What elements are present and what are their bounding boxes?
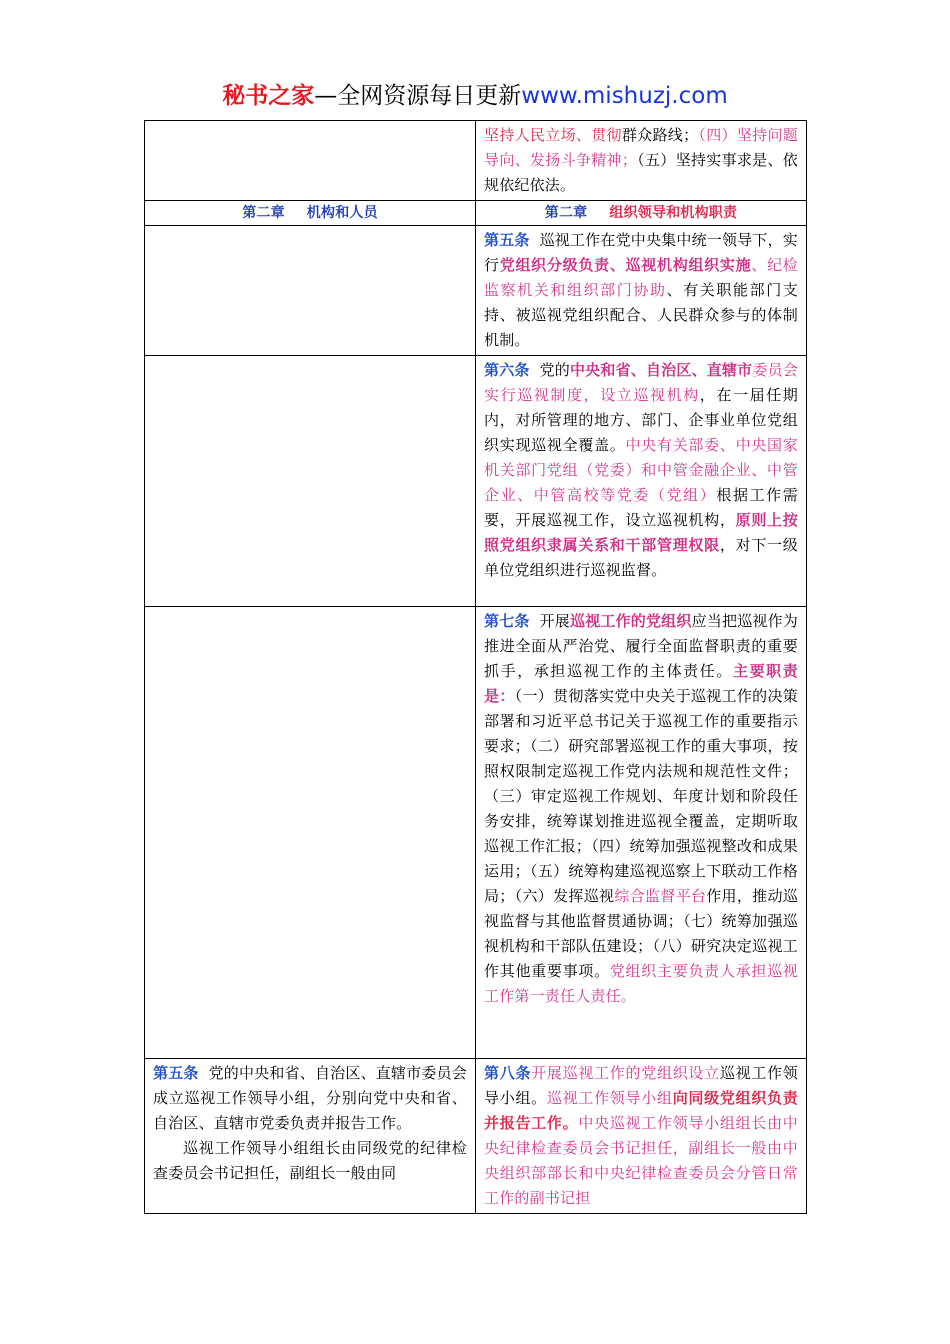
table-row: [145, 226, 807, 356]
article-number: 第六条: [484, 361, 530, 379]
header-tagline: 全网资源每日更新: [337, 83, 522, 109]
new-chapter-heading: 第二章 组织领导和机构职责: [476, 201, 807, 226]
page-header: [0, 80, 950, 112]
article-7-new: 第七条 开展巡视工作的党组织应当把巡视作为推进全面从严治党、履行全面监督职责的重要抓手，承担巡视工作的主体责任。主要职责是：（一）贯彻落实党中央关于巡视工作的决策部署和习近平总书记关于巡视工作的重要指示要求；（二）研究部署巡视工作的重大事项，按照权限制定巡视工作党内法规和规范性文件；（三）审定巡视工作规划、年度计划和阶段任务安排，统筹谋划推进巡视全覆盖，定期听取巡视工作汇报；（四）统筹加强巡视整改和成果运用；（五）统筹构建巡视巡察上下联动工作格局；（六）发挥巡视综合监督平台作用，推动巡视监督与其他监督贯通协调；（七）统筹加强巡视机构和干部队伍建设；（八）研究决定巡视工作其他重要事项。党组织主要负责人承担巡视工作第一责任人责任。: [476, 607, 807, 1059]
paragraph: 巡视工作领导小组组长由同级党的纪律检查委员会书记担任，副组长一般由同: [153, 1139, 467, 1182]
pink-text: （四）坚持问题导向、发扬斗争精神；: [484, 126, 798, 169]
old-text-cell: [145, 226, 476, 356]
article-number: 第七条: [484, 612, 530, 630]
article-6-new: 第六条 党的中央和省、自治区、直辖市委员会实行巡视制度，设立巡视机构，在一届任期内，对所管理的地方、部门、企事业单位党组织实现巡视全覆盖。中央有关部委、中央国家机关部门党组（党委）和中管金融企业、中管企业、中管高校等党委（党组）根据工作需要，开展巡视工作，设立巡视机构，原则上按照党组织隶属关系和干部管理权限，对下一级单位党组织进行巡视监督。: [476, 356, 807, 607]
plain-text: （五）坚持实事求是、依规依纪依法。: [484, 151, 798, 194]
old-text-cell: [145, 607, 476, 1059]
chapter-row: [145, 201, 807, 226]
table-row: [145, 121, 807, 201]
article-number: 第八条: [484, 1064, 532, 1082]
header-dash: —: [314, 83, 338, 109]
old-chapter-heading: 第二章 机构和人员: [145, 201, 476, 226]
article-5-new: 第五条 巡视工作在党中央集中统一领导下，实行党组织分级负责、巡视机构组织实施、纪检监察机关和组织部门协助、有关职能部门支持、被巡视党组织配合、人民群众参与的体制机制。: [476, 226, 807, 356]
article-5-old: 第五条 党的中央和省、自治区、直辖市委员会成立巡视工作领导小组，分别向党中央和省、自治区、直辖市党委负责并报告工作。 巡视工作领导小组组长由同级党的纪律检查委员会书记担任，副组长一般由同: [145, 1059, 476, 1214]
table-row: [145, 356, 807, 607]
red-text: 组织领导和机构: [609, 205, 709, 221]
plain-text: 群众路线；: [621, 126, 699, 144]
article-number: 第五条: [153, 1064, 199, 1082]
brand-name: 秘书之家: [222, 83, 315, 109]
comparison-table: [144, 120, 807, 1214]
red-text: 职责: [708, 205, 738, 221]
article-8-new: 第八条开展巡视工作的党组织设立巡视工作领导小组。巡视工作领导小组向同级党组织负责并报告工作。中央巡视工作领导小组组长由中央纪律检查委员会书记担任，副组长一般由中央组织部部长和中央纪律检查委员会分管日常工作的副书记担: [476, 1059, 807, 1214]
table-row: [145, 1059, 807, 1214]
red-text: 坚持人民立场、贯彻: [484, 126, 622, 144]
old-text-cell: [145, 121, 476, 201]
header-url[interactable]: www.mishuzj.com: [521, 83, 728, 109]
new-text-cell: [476, 121, 807, 201]
article-number: 第五条: [484, 231, 530, 249]
table-row: [145, 607, 807, 1059]
old-text-cell: [145, 356, 476, 607]
